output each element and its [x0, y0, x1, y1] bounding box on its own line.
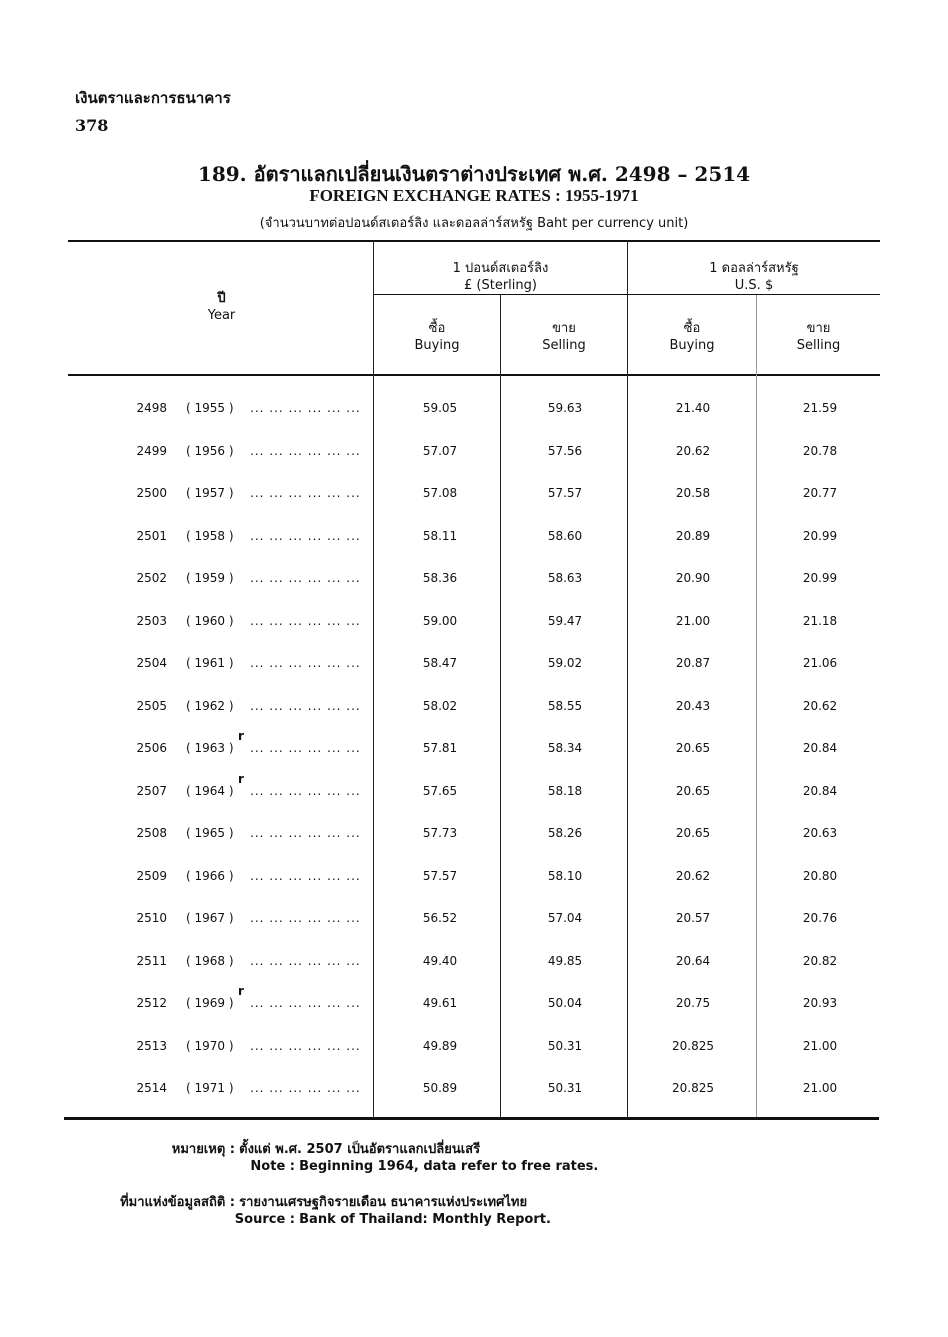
note-thai [0, 1138, 480, 1159]
usd-buying-cell: 21.00 [675, 613, 711, 628]
sterling-selling-cell: 59.63 [547, 401, 583, 415]
year-be-cell: 2506 [136, 741, 167, 755]
year-ce-cell: ( 1956 ) [186, 443, 234, 458]
sterling-selling-cell: 58.60 [547, 528, 583, 543]
leader-dots: ... ... ... ... ... ... [250, 741, 361, 755]
usd-selling-cell: 20.78 [802, 443, 838, 458]
usd-selling-cell: 20.93 [802, 996, 838, 1010]
note-english [60, 1159, 598, 1174]
sterling-selling-cell: 50.04 [547, 996, 583, 1010]
year-ce-cell: ( 1955 ) [186, 401, 234, 415]
source-english-label: Source : [234, 1212, 295, 1227]
leader-dots: ... ... ... ... ... ... [250, 401, 361, 415]
revised-mark: r [238, 771, 244, 786]
sterling-buying-cell: 59.05 [422, 401, 458, 415]
year-ce-cell: ( 1967 ) [186, 911, 234, 925]
year-be-cell: 2499 [136, 443, 167, 458]
selling-english: Selling [542, 338, 586, 353]
year-be-cell: 2509 [136, 868, 167, 883]
column-divider-year [373, 241, 374, 1117]
revised-mark: r [238, 729, 244, 743]
usd-selling-cell: 20.77 [802, 486, 838, 500]
leader-dots: ... ... ... ... ... ... [250, 656, 361, 670]
source-english [60, 1212, 551, 1227]
sterling-selling-cell: 57.56 [547, 443, 583, 458]
note-english-text: Beginning 1964, data refer to free rates. [299, 1159, 599, 1174]
usd-selling-cell: 21.18 [802, 613, 838, 628]
usd-buying-cell: 20.65 [675, 741, 711, 755]
usd-selling-cell: 20.99 [802, 571, 838, 585]
leader-dots: ... ... ... ... ... ... [250, 826, 361, 840]
usd-buying-cell: 20.64 [675, 953, 711, 968]
sterling-buying-cell: 59.00 [422, 613, 458, 628]
running-head: เงินตราและการธนาคาร [75, 89, 231, 107]
sterling-buying-cell: 57.07 [422, 443, 458, 458]
usd-selling-cell: 20.84 [802, 741, 838, 755]
usd-buying-cell: 20.90 [675, 571, 711, 585]
usd-buying-header [628, 320, 756, 354]
usd-selling-cell: 20.62 [802, 698, 838, 713]
year-be-cell: 2505 [136, 698, 167, 713]
year-ce-cell: ( 1961 ) [186, 656, 234, 670]
buying-thai: ซื้อ [428, 321, 446, 336]
sterling-buying-cell: 49.40 [422, 953, 458, 968]
year-ce-cell: ( 1968 ) [186, 953, 234, 968]
sterling-selling-cell: 58.26 [547, 826, 583, 840]
sterling-selling-header [501, 320, 627, 354]
usd-selling-cell: 20.82 [802, 953, 838, 968]
leader-dots: ... ... ... ... ... ... [250, 783, 361, 798]
source-thai [0, 1191, 527, 1212]
usd-buying-cell: 20.62 [675, 868, 711, 883]
sterling-selling-cell: 58.34 [547, 741, 583, 755]
table-row [0, 656, 948, 676]
usd-buying-cell: 20.58 [675, 486, 711, 500]
sterling-selling-cell: 49.85 [547, 953, 583, 968]
note-thai-label: หมายเหตุ : [171, 1142, 235, 1157]
note-thai-text: ตั้งแต่ พ.ศ. 2507 เป็นอัตราแลกเปลี่ยนเสรี [239, 1142, 481, 1157]
usd-header [628, 260, 880, 294]
sterling-buying-cell: 57.81 [422, 741, 458, 755]
sterling-buying-cell: 50.89 [422, 1081, 458, 1095]
usd-header-thai: 1 ดอลล่าร์สหรัฐ [709, 261, 799, 276]
year-header [70, 290, 373, 324]
year-ce-cell: ( 1964 ) [186, 783, 234, 798]
sterling-selling-cell: 58.63 [547, 571, 583, 585]
year-be-cell: 2512 [136, 996, 167, 1010]
year-ce-cell: ( 1962 ) [186, 698, 234, 713]
sterling-selling-cell: 50.31 [547, 1081, 583, 1095]
sterling-header-english: £ (Sterling) [464, 278, 537, 293]
year-header-thai: ปี [217, 291, 226, 306]
year-be-cell: 2513 [136, 1038, 167, 1053]
year-be-cell: 2508 [136, 826, 167, 840]
sterling-buying-header [374, 320, 500, 354]
year-be-cell: 2510 [136, 911, 167, 925]
table-row [0, 869, 948, 889]
sterling-buying-cell: 57.08 [422, 486, 458, 500]
year-be-cell: 2498 [136, 401, 167, 415]
usd-selling-cell: 20.80 [802, 868, 838, 883]
usd-buying-cell: 20.825 [672, 1038, 714, 1053]
sterling-header [374, 260, 627, 294]
sterling-selling-cell: 59.47 [547, 613, 583, 628]
leader-dots: ... ... ... ... ... ... [250, 1038, 361, 1053]
usd-header-english: U.S. $ [734, 278, 774, 293]
year-be-cell: 2502 [136, 571, 167, 585]
sterling-buying-cell: 57.65 [422, 783, 458, 798]
page-number: 378 [75, 116, 109, 135]
source-thai-text: รายงานเศรษฐกิจรายเดือน ธนาคารแห่งประเทศไทย [239, 1195, 528, 1210]
sterling-selling-cell: 58.10 [547, 868, 583, 883]
header-bottom-rule [68, 374, 880, 376]
year-be-cell: 2514 [136, 1081, 167, 1095]
usd-buying-cell: 20.825 [672, 1081, 714, 1095]
year-be-cell: 2501 [136, 528, 167, 543]
leader-dots: ... ... ... ... ... ... [250, 571, 361, 585]
table-row [0, 1039, 948, 1059]
sterling-buying-cell: 57.57 [422, 868, 458, 883]
buying-english: Buying [669, 338, 715, 353]
sterling-selling-cell: 57.04 [547, 911, 583, 925]
sterling-buying-cell: 58.36 [422, 571, 458, 585]
usd-selling-cell: 21.00 [802, 1081, 838, 1095]
leader-dots: ... ... ... ... ... ... [250, 486, 361, 500]
leader-dots: ... ... ... ... ... ... [250, 613, 361, 628]
year-ce-cell: ( 1971 ) [186, 1081, 234, 1095]
leader-dots: ... ... ... ... ... ... [250, 953, 361, 968]
sterling-selling-cell: 57.57 [547, 486, 583, 500]
leader-dots: ... ... ... ... ... ... [250, 911, 361, 925]
source-thai-label: ที่มาแห่งข้อมูลสถิติ : [120, 1195, 235, 1210]
sterling-buying-cell: 49.61 [422, 996, 458, 1010]
sterling-buying-cell: 49.89 [422, 1038, 458, 1053]
buying-english: Buying [414, 338, 460, 353]
leader-dots: ... ... ... ... ... ... [250, 528, 361, 543]
table-row [0, 984, 948, 1016]
sterling-buying-cell: 58.47 [422, 656, 458, 670]
sterling-selling-cell: 58.55 [547, 698, 583, 713]
year-ce-cell: ( 1966 ) [186, 868, 234, 883]
table-bottom-rule [64, 1117, 879, 1120]
table-row [0, 699, 948, 719]
sterling-selling-cell: 58.18 [547, 783, 583, 798]
table-row [0, 614, 948, 634]
sterling-selling-cell: 50.31 [547, 1038, 583, 1053]
usd-buying-cell: 20.65 [675, 826, 711, 840]
year-ce-cell: ( 1960 ) [186, 613, 234, 628]
leader-dots: ... ... ... ... ... ... [250, 1081, 361, 1095]
table-row [0, 529, 948, 549]
selling-thai: ขาย [552, 321, 576, 336]
year-header-english: Year [207, 308, 236, 323]
year-be-cell: 2504 [136, 656, 167, 670]
year-ce-cell: ( 1957 ) [186, 486, 234, 500]
revised-mark: r [238, 984, 244, 998]
table-row [0, 1081, 948, 1101]
usd-selling-cell: 20.76 [802, 911, 838, 925]
column-divider-currency [627, 241, 628, 1117]
note-english-label: Note : [250, 1159, 295, 1174]
leader-dots: ... ... ... ... ... ... [250, 443, 361, 458]
usd-buying-cell: 21.40 [675, 401, 711, 415]
year-ce-cell: ( 1959 ) [186, 571, 234, 585]
year-ce-cell: ( 1963 ) [186, 741, 234, 755]
sterling-selling-cell: 59.02 [547, 656, 583, 670]
year-be-cell: 2511 [136, 953, 167, 968]
sterling-buying-cell: 56.52 [422, 911, 458, 925]
table-row [0, 486, 948, 506]
year-ce-cell: ( 1958 ) [186, 528, 234, 543]
year-be-cell: 2507 [136, 783, 167, 798]
sterling-buying-cell: 57.73 [422, 826, 458, 840]
table-row [0, 911, 948, 931]
year-ce-cell: ( 1970 ) [186, 1038, 234, 1053]
usd-selling-header [757, 320, 880, 354]
sterling-header-thai: 1 ปอนด์สเตอร์ลิง [452, 261, 549, 276]
table-row [0, 444, 948, 464]
usd-buying-cell: 20.57 [675, 911, 711, 925]
usd-selling-cell: 21.00 [802, 1038, 838, 1053]
usd-buying-cell: 20.89 [675, 528, 711, 543]
leader-dots: ... ... ... ... ... ... [250, 868, 361, 883]
usd-selling-cell: 21.06 [802, 656, 838, 670]
buying-thai: ซื้อ [683, 321, 701, 336]
usd-selling-cell: 21.59 [802, 401, 838, 415]
leader-dots: ... ... ... ... ... ... [250, 698, 361, 713]
table-top-rule [68, 240, 880, 242]
table-row [0, 771, 948, 804]
usd-buying-cell: 20.62 [675, 443, 711, 458]
table-row [0, 571, 948, 591]
year-ce-cell: ( 1969 ) [186, 996, 234, 1010]
table-title-thai: 189. อัตราแลกเปลี่ยนเงินตราต่างประเทศ พ.ศ. 2498 – 2514 [197, 162, 751, 186]
usd-buying-cell: 20.43 [675, 698, 711, 713]
year-ce-cell: ( 1965 ) [186, 826, 234, 840]
selling-english: Selling [796, 338, 841, 353]
usd-selling-cell: 20.63 [802, 826, 838, 840]
year-be-cell: 2500 [136, 486, 167, 500]
unit-note: (จำนวนบาทต่อปอนด์สเตอร์ลิง และดอลล่าร์สหรัฐ Baht per currency unit) [259, 216, 689, 231]
table-row [0, 826, 948, 846]
usd-buying-cell: 20.65 [675, 783, 711, 798]
table-row [0, 954, 948, 974]
usd-buying-cell: 20.75 [675, 996, 711, 1010]
usd-buying-cell: 20.87 [675, 656, 711, 670]
table-row [0, 729, 948, 761]
sterling-buying-cell: 58.11 [422, 528, 458, 543]
selling-thai: ขาย [806, 321, 831, 336]
usd-selling-cell: 20.84 [802, 783, 838, 798]
leader-dots: ... ... ... ... ... ... [250, 996, 361, 1010]
usd-selling-cell: 20.99 [802, 528, 838, 543]
year-be-cell: 2503 [136, 613, 167, 628]
table-row [0, 401, 948, 421]
sterling-buying-cell: 58.02 [422, 698, 458, 713]
table-title-english: FOREIGN EXCHANGE RATES : 1955-1971 [309, 186, 639, 205]
source-english-text: Bank of Thailand: Monthly Report. [299, 1212, 551, 1227]
